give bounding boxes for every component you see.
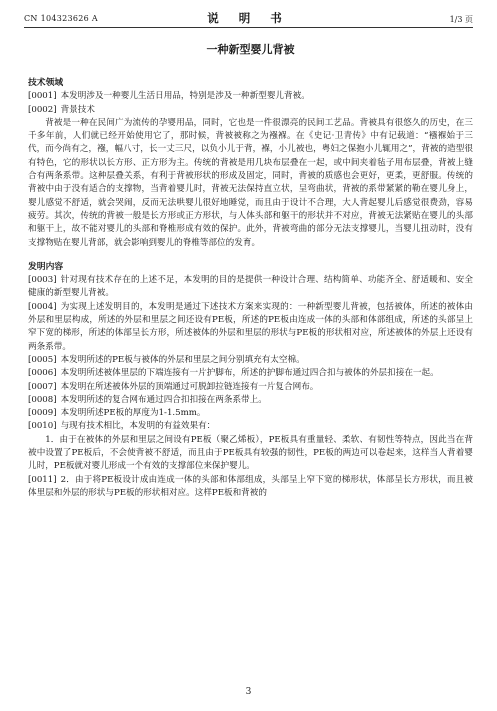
paragraph-text: 本发明在所述被体外层的顶端通过可脱卸拉链连接有一片复合网布。 xyxy=(60,381,319,392)
section-gap xyxy=(28,250,473,261)
paragraph-number: [0001] xyxy=(28,91,57,102)
paragraph-0006 xyxy=(28,367,473,380)
document-type: 说 明 书 xyxy=(207,11,290,25)
paragraph-text: 本发明所述被体里层的下端连接有一片护脚布，所述的护脚布通过四合扣与被体的外层扣接在一起。 xyxy=(60,368,439,379)
paragraph-number: [0010] xyxy=(28,421,57,432)
paragraph-background: 背被是一种在民间广为流传的孕婴用品，同时，它也是一件很漂亮的民间工艺品。背被具有很悠久的历史，在三千多年前，人们就已经开始使用它了，那时候，背被被称之为襁褓。在《史记·卫青传》中有记载道：“襁褓始于三代，而今尚有之，襁，幅八寸，长一丈三尺，以负小儿于背，褓，小儿被也，粤妇之保抱小儿辄用之”，背被的造型很有特色，它的形状以长方形、正方形为主。传统的背被是用几块布层叠在一起，或中间夹着毡子用布层叠，背被上缝合有两条系带。这种层叠关系，有利于背被形状的形成及固定，同时，背被的质感也会更好，更柔，更舒服。传统的背被中由于没有适合的支撑物，当背着婴儿时，背被无法保持直立状，呈弯曲状，背被的系带紧紧的勒在婴儿身上，婴儿感觉不舒适，就会哭闹，反而无法哄婴儿很好地睡觉，而且由于设计不合理，大人背起婴儿后感觉很费劲，容易疲劳。其次，传统的背被一般是长方形或正方形状，与人体头部和躯干的形状并不对应，背被无法紧贴在婴儿的头部和躯干上，故不能对婴儿的头部和脊椎形成有效的保护。此外，背被弯曲的部分无法支撑婴儿，当婴儿扭动时，没有支撑物贴在婴儿背部，就会影响到婴儿的脊椎等部位的发育。 xyxy=(28,117,473,248)
paragraph-text: 背景技术 xyxy=(60,104,95,115)
paragraph-text: 本发明所述的复合网布通过四合扣扣接在两条系带上。 xyxy=(60,394,267,405)
paragraph-number: [0004] xyxy=(28,301,57,312)
paragraph-0005 xyxy=(28,354,473,367)
paragraph-number: [0008] xyxy=(28,394,57,405)
paragraph-0001 xyxy=(28,90,473,103)
document-body xyxy=(28,43,473,500)
paragraph-number: [0002] xyxy=(28,104,57,115)
paragraph-0007 xyxy=(28,381,473,394)
document-title: 一种新型婴儿背被 xyxy=(206,43,295,56)
paragraph-number: [0009] xyxy=(28,408,57,419)
paragraph-text: 针对现有技术存在的上述不足，本发明的目的是提供一种设计合理、结构简单、功能齐全、舒适暖和、安全健康的新型婴儿背被。 xyxy=(28,275,473,299)
paragraph-0002 xyxy=(28,104,473,117)
paragraph-number: [0005] xyxy=(28,354,57,365)
paragraph-number: [0003] xyxy=(28,275,57,286)
paragraph-text: 本发明涉及一种婴儿生活日用品，特别是涉及一种新型婴儿背被。 xyxy=(60,91,310,102)
page-header xyxy=(24,10,473,26)
paragraph-0010 xyxy=(28,420,473,433)
paragraph-text: 与现有技术相比，本发明的有益效果有： xyxy=(60,421,216,432)
paragraph-text: 本发明所述的PE板与被体的外层和里层之间分别填充有太空棉。 xyxy=(60,354,305,365)
paragraph-number: [0006] xyxy=(28,368,57,379)
paragraph-text: 本发明所述PE板的厚度为1-1.5mm。 xyxy=(60,408,206,419)
paragraph-text: 2．由于将PE板设计成由连成一体的头部和体部组成，头部呈上窄下宽的梯形状，体部呈长方形状，而且被体里层和外层的形状与PE板的形状相对应。这样PE板和背被的 xyxy=(28,474,473,498)
paragraph-0004 xyxy=(28,301,473,354)
page-indicator: 1/3 页 xyxy=(449,15,473,24)
section-tech-field: 技术领域 xyxy=(28,78,64,88)
paragraph-0011 xyxy=(28,474,473,501)
paragraph-number: [0011] xyxy=(28,474,57,485)
page-number: 3 xyxy=(245,687,252,697)
paragraph-0008 xyxy=(28,394,473,407)
paragraph-0009 xyxy=(28,407,473,420)
paragraph-text: 为实现上述发明目的，本发明是通过下述技术方案来实现的：一种新型婴儿背被，包括被体，所述的被体由外层和里层构成，所述的外层和里层之间还设有PE板，所述的PE板由连成一体的头部和体部组成，所述的头部呈上窄下宽的梯形，所述的体部呈长方形，所述被体的外层和里层的形状与PE板的形状相对应，所述被体的外层上还设有两条系带。 xyxy=(28,301,473,352)
section-invention: 发明内容 xyxy=(28,261,64,272)
header-rule xyxy=(24,27,473,28)
paragraph-0010-item-1: 1．由于在被体的外层和里层之间设有PE板（聚乙烯板），PE板具有重量轻、柔软、有韧性等特点，因此当在背被中设置了PE板后，不会使背被不舒适，而且由于PE板具有较强的韧性，PE板的两边可以卷起来，这样当人背着婴儿时，PE板就对婴儿形成一个有效的支撑部位来保护婴儿。 xyxy=(28,434,473,472)
paragraph-0003 xyxy=(28,274,473,301)
patent-number: CN 104323626 A xyxy=(24,14,98,23)
paragraph-number: [0007] xyxy=(28,381,57,392)
